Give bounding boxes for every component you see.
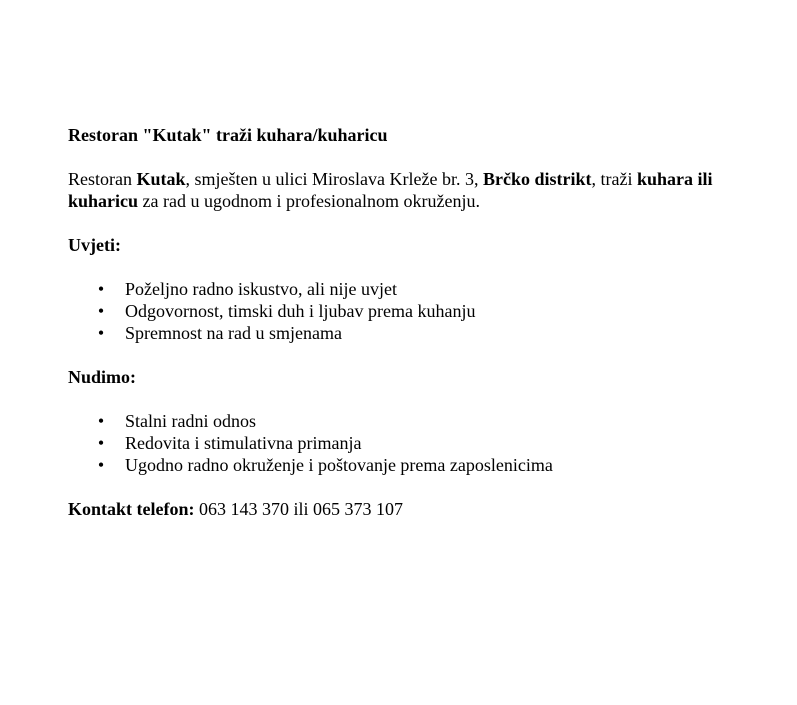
spacer — [68, 344, 768, 366]
offer-list — [68, 410, 768, 476]
list-item: • Ugodno radno okruženje i poštovanje prema zaposlenicima — [97, 455, 553, 475]
conditions-list — [68, 278, 768, 344]
bullet-icon: • — [97, 433, 105, 453]
spacer — [68, 476, 768, 498]
bullet-icon: • — [97, 455, 105, 475]
location-district: Brčko distrikt — [482, 169, 592, 189]
contact-label: Kontakt telefon: — [68, 499, 195, 519]
contact-line — [68, 498, 768, 520]
document-body — [68, 124, 768, 520]
bullet-icon: • — [97, 279, 105, 299]
conditions-heading: Uvjeti: — [68, 235, 121, 255]
position-title: kuhara ili kuharicu — [68, 169, 713, 211]
spacer — [68, 146, 768, 168]
offer-heading: Nudimo: — [68, 367, 137, 387]
intro-paragraph: Restoran Kutak, smješten u ulici Miroslava Krleže br. 3, Brčko distrikt, traži kuhara ili kuharicu za rad u ugodnom i profesionalnom okruženju. — [68, 169, 713, 211]
spacer — [68, 212, 768, 234]
bullet-icon: • — [97, 411, 105, 431]
list-item: • Poželjno radno iskustvo, ali nije uvjet — [97, 279, 397, 299]
bullet-icon: • — [97, 301, 105, 321]
list-item: • Odgovornost, timski duh i ljubav prema kuhanju — [97, 301, 476, 321]
list-item: • Stalni radni odnos — [97, 411, 256, 431]
spacer — [68, 256, 768, 278]
restaurant-name: Kutak — [136, 169, 186, 189]
list-item: • Spremnost na rad u smjenama — [97, 323, 342, 343]
ad-title: Restoran "Kutak" traži kuhara/kuharicu — [68, 125, 388, 145]
bullet-icon: • — [97, 323, 105, 343]
contact-phone: 063 143 370 ili 065 373 107 — [194, 499, 403, 519]
list-item: • Redovita i stimulativna primanja — [97, 433, 362, 453]
spacer — [68, 388, 768, 410]
